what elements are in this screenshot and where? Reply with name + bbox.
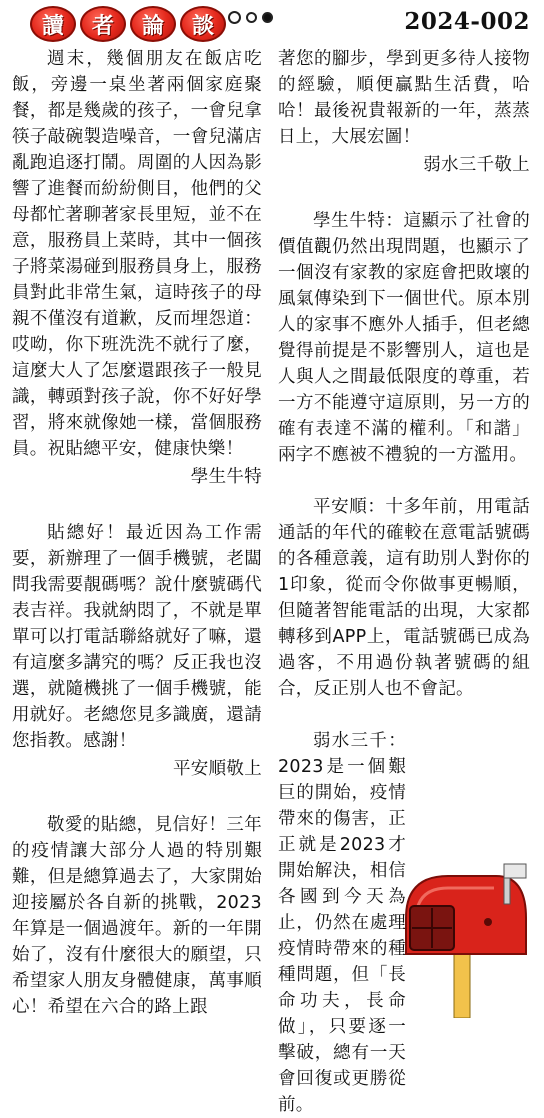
title-badge-2: 者: [80, 6, 126, 42]
circle-outline-icon: [228, 11, 241, 24]
header: [0, 0, 544, 40]
letter-1-signature: 學生牛特: [190, 467, 262, 487]
title-badge-1: 讀: [30, 6, 76, 42]
circle-filled-icon: [262, 12, 273, 23]
letter-3-signature: 弱水三千敬上: [423, 155, 530, 175]
column-title: [30, 6, 226, 42]
letter-2-signature: 平安順敬上: [173, 759, 262, 779]
reply-3: 弱水三千：2023是一個艱巨的開始，疫情帶來的傷害，正正就是2023才開始解決，相信各國到今天為止，仍然在處理疫情時帶來的種種問題，但「長命功夫，長命做」，只要逐一擊破，總有一天會回復或更勝從前。: [278, 731, 406, 1115]
letter-1: 週末，幾個朋友在飯店吃飯，旁邊一桌坐著兩個家庭聚餐，都是幾歲的孩子，一會兒拿筷子敲碗製造噪音，一會兒滿店亂跑追逐打鬧。周圍的人因為影響了進餐而紛紛側目，他們的父母都忙著聊著家長里短，並不在意，服務員上菜時，其中一個孩子將菜湯碰到服務員身上，服務員對此非常生氣，這時孩子的母親不僅沒有道歉，反而埋怨道：哎呦，你下班洗洗不就行了麼，這麼大人了怎麼還跟孩子一般見識，轉頭對孩子說，你不好好學習，將來就像她一樣，當個服務員。祝貼總平安，健康快樂！: [12, 49, 262, 459]
title-badge-4: 談: [180, 6, 226, 42]
letter-3: 敬愛的貼總，見信好！三年的疫情讓大部分人過的特別艱難，但是總算過去了，大家開始迎接屬於各自新的挑戰，2023年算是一個過渡年。新的一年開始了，沒有什麼很大的願望，只希望家人朋友身體健康，萬事順心！希望在六合的路上跟: [12, 815, 262, 1017]
decorative-dots: [228, 11, 273, 24]
letter-3-continued: 著您的腳步，學到更多待人接物的經驗，順便贏點生活費，哈哈！最後祝貴報新的一年，蒸蒸日上，大展宏圖！: [278, 49, 530, 147]
reply-2: 平安順：十多年前，用電話通話的年代的確較在意電話號碼的各種意義，這有助別人對你的1印象，從而令你做事更暢順，但隨著智能電話的出現，大家都轉移到APP上，電話號碼已成為過客，不用過份執著號碼的組合，反正別人也不會記。: [278, 497, 530, 699]
left-column: [12, 46, 262, 1020]
circle-outline-small-icon: [246, 12, 257, 23]
title-badge-3: 論: [130, 6, 176, 42]
issue-number: 2024-002: [404, 8, 530, 35]
reply-1: 學生牛特：這顯示了社會的價值觀仍然出現問題，也顯示了一個沒有家教的家庭會把敗壞的風氣傳染到下一個世代。原本別人的家事不應外人插手，但老總覺得前提是不影響別人，這也是人與人之間最低限度的尊重，若一方不能遵守這原則，另一方的確有表達不滿的權利。「和諧」兩字不應被不禮貌的一方濫用。: [278, 211, 530, 465]
letter-2: 貼總好！最近因為工作需要，新辦理了一個手機號，老闆問我需要靚碼嗎？說什麼號碼代表吉祥。我就納悶了，不就是單單可以打電話聯絡就好了嘛，還有這麼多講究的嗎？反正我也沒選，就隨機挑了一個手機號，能用就好。老總您見多識廣，還請您指教。感謝！: [12, 523, 262, 751]
mailbox-icon: [400, 862, 532, 1018]
